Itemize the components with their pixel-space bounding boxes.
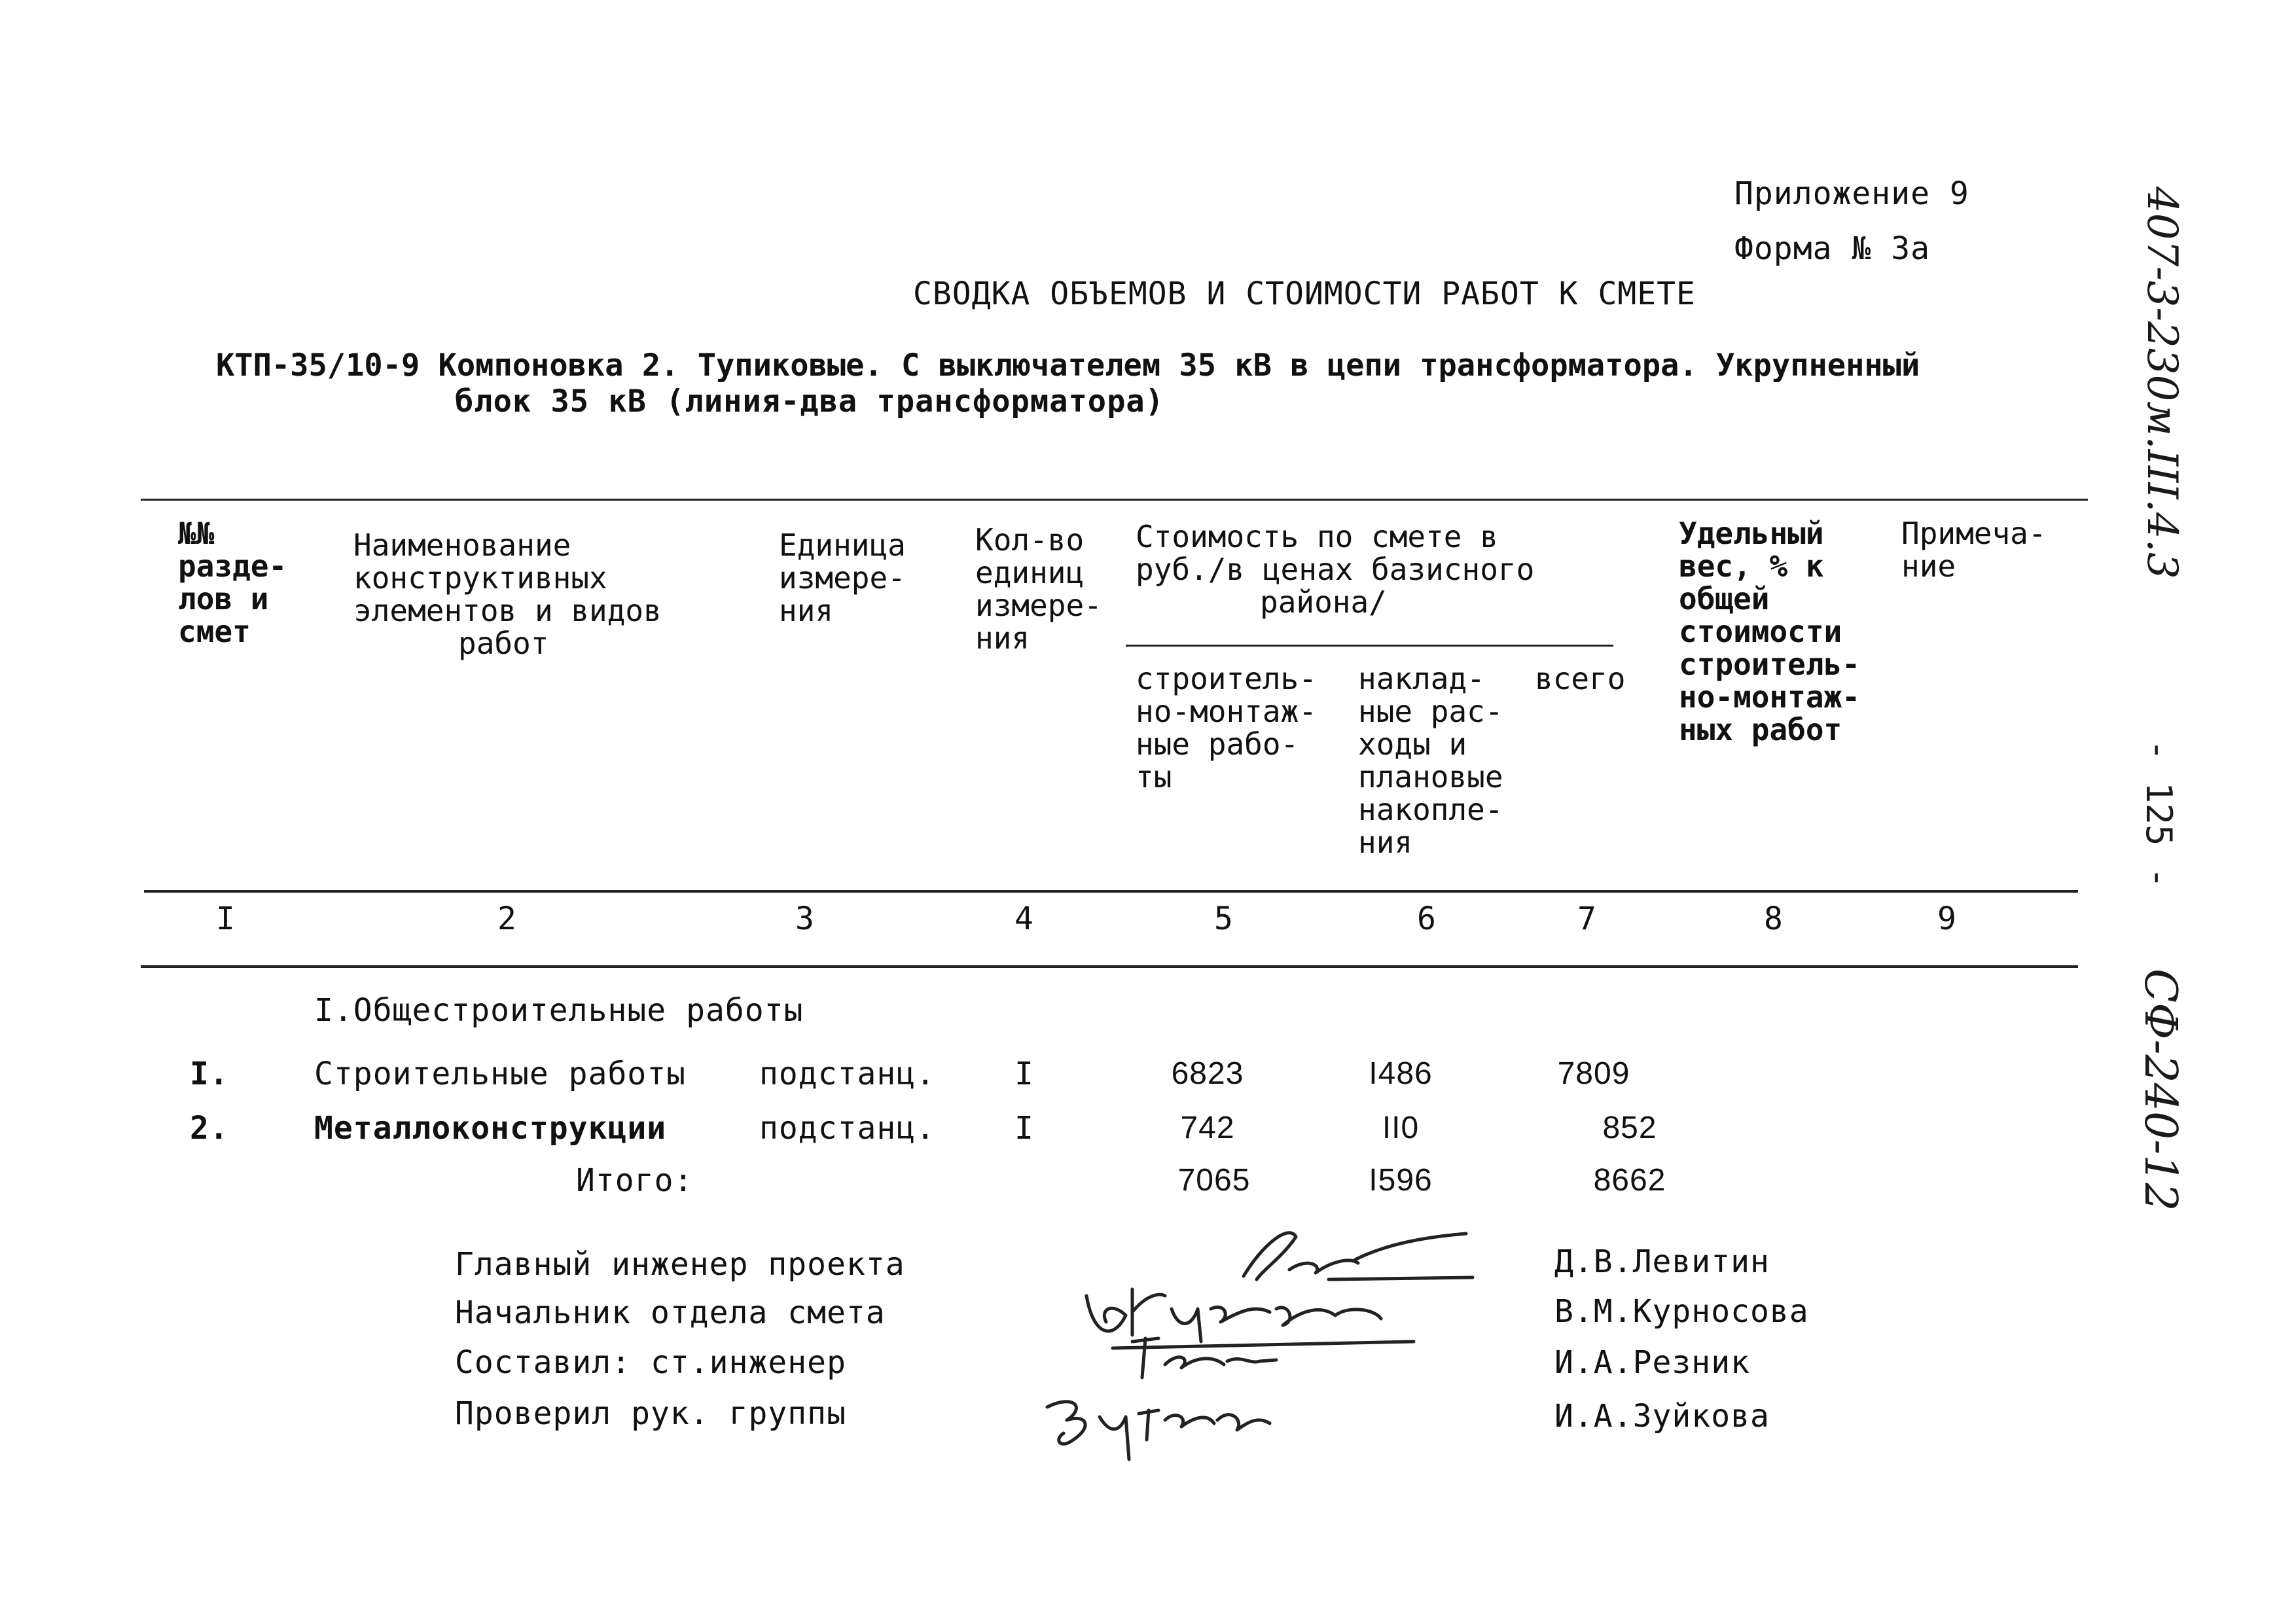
total-label: Итого: [576,1162,694,1199]
total-overhead: I596 [1369,1163,1433,1198]
header-col5: строитель- но-монтаж- ные рабо- ты [1136,661,1317,794]
signature-name: В.М.Курносова [1554,1293,1809,1330]
header-col4: Кол-во единиц измере- ния [975,522,1102,656]
total-total: 8662 [1593,1163,1666,1198]
handwritten-signature-reviewer [1034,1381,1283,1466]
row-name: Строительные работы [314,1056,687,1092]
column-number: 4 [1014,901,1034,937]
appendix-label: Приложение 9 [1734,175,1969,212]
signature-role: Начальник отдела смета [455,1294,886,1331]
row-qty: I [1014,1110,1034,1147]
section-title: I.Общестроительные работы [314,992,804,1029]
signature-role: Составил: ст.инженер [455,1344,846,1381]
table-top-rule [141,499,2088,501]
signature-name: И.А.Зуйкова [1554,1398,1770,1435]
header-col8: Удельный вес, % к общей стоимости строитель- но-монтаж- ных работ [1679,516,1860,747]
row-total: 7809 [1557,1056,1630,1091]
row-number: 2. [190,1110,229,1147]
row-number: I. [190,1056,229,1092]
row-qty: I [1014,1056,1034,1092]
header-col9: Примеча- ние [1901,516,2047,584]
row-unit: подстанц. [759,1110,936,1147]
row-overhead: II0 [1382,1111,1420,1145]
signature-role: Главный инженер проекта [455,1246,905,1283]
document-title: СВОДКА ОБЪЕМОВ И СТОИМОСТИ РАБОТ К СМЕТЕ [913,276,1696,312]
margin-page-number: - 125 - [2138,740,2179,889]
row-unit: подстанц. [759,1056,936,1092]
header-col7: всего [1535,661,1626,696]
header-col6: наклад- ные рас- ходы и плановые накопле- ния [1358,661,1503,860]
column-number: I [216,901,236,937]
column-number: 6 [1417,901,1437,937]
header-col1: №№ разде- лов и смет [178,516,287,649]
signature-name: И.А.Резник [1554,1344,1750,1381]
signature-role: Проверил рук. группы [455,1395,846,1432]
row-overhead: I486 [1369,1056,1433,1091]
row-total: 852 [1602,1111,1657,1145]
column-number: 7 [1577,901,1597,937]
row-smr: 742 [1180,1111,1235,1145]
handwritten-signature-compiler [1119,1329,1289,1387]
column-number: 3 [795,901,815,937]
header-col3: Единица измере- ния [779,527,906,628]
form-label: Форма № 3а [1734,230,1930,267]
row-smr: 6823 [1171,1056,1244,1091]
header-col2: Наименование конструктивных элементов и видов работ [353,527,662,661]
column-number: 8 [1764,901,1784,937]
header-bottom-rule [144,890,2078,893]
cost-group-rule [1126,645,1613,647]
column-number: 5 [1214,901,1234,937]
column-number: 9 [1937,901,1957,937]
signature-name: Д.В.Левитин [1554,1243,1770,1280]
margin-code-bottom: СФ-240-12 [2134,969,2186,1211]
header-cost-group: Стоимость по смете в руб./в ценах базисного района/ [1136,519,1535,620]
column-number: 2 [497,901,517,937]
margin-code-top: 407-3-230м.III.4.3 [2138,187,2186,579]
document-subtitle-line2: блок 35 кВ (линия-два трансформатора) [455,383,1164,419]
document-subtitle-line1: КТП-35/10-9 Компоновка 2. Тупиковые. С выключателем 35 кВ в цепи трансформатора. Укрупненный [216,348,1920,383]
total-smr: 7065 [1177,1163,1251,1198]
column-numbers-rule [141,965,2078,968]
row-name: Металлоконструкции [314,1110,667,1147]
